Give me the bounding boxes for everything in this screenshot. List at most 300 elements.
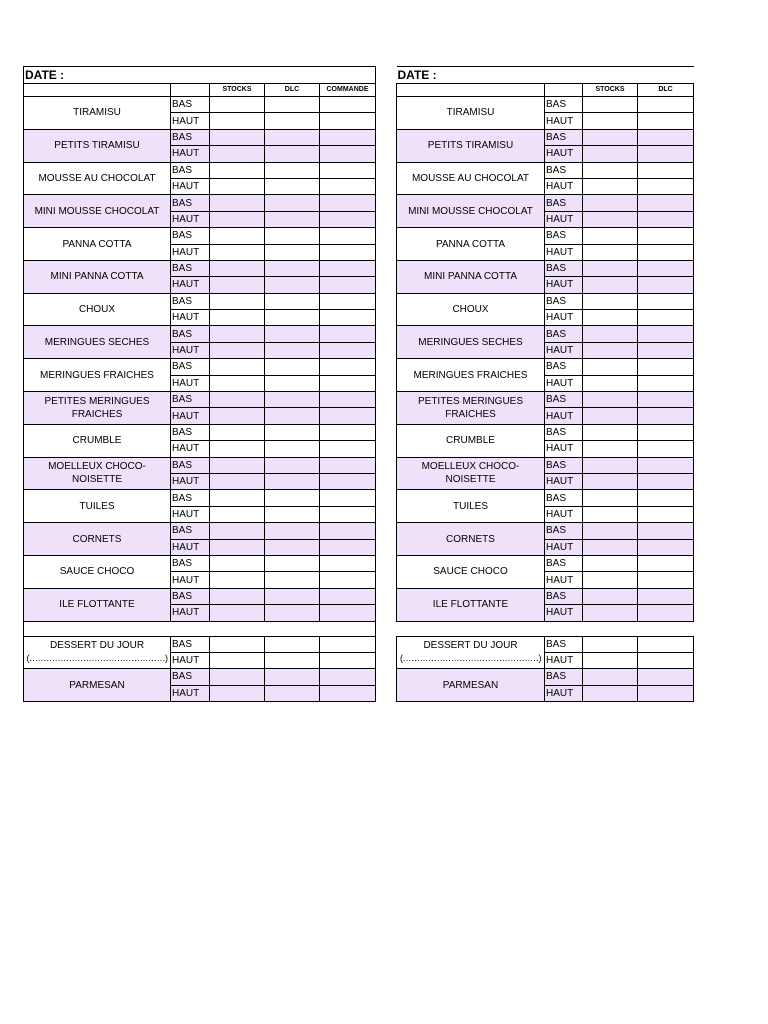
level-low-label: BAS <box>171 392 210 408</box>
entry-cell[interactable] <box>320 652 376 668</box>
entry-cell[interactable] <box>320 636 376 652</box>
entry-cell[interactable] <box>583 113 638 129</box>
product-name-cell <box>397 228 545 261</box>
entry-cell[interactable] <box>638 572 694 588</box>
product-name-cell <box>24 424 171 457</box>
product-note: (…………………………………………) <box>400 653 541 664</box>
entry-cell[interactable] <box>638 342 694 358</box>
entry-cell[interactable] <box>638 211 694 227</box>
level-low-label: BAS <box>545 97 583 113</box>
level-high-label: HAUT <box>545 685 583 701</box>
product-name: MERINGUES FRAICHES <box>40 369 154 381</box>
entry-cell[interactable] <box>320 473 376 489</box>
product-name: PETITES MERINGUES FRAICHES <box>417 395 523 420</box>
level-high-label: HAUT <box>545 211 583 227</box>
level-low-label: BAS <box>545 195 583 211</box>
entry-cell[interactable] <box>583 293 638 309</box>
entry-cell[interactable] <box>265 359 320 375</box>
entry-cell[interactable] <box>638 326 694 342</box>
entry-cell[interactable] <box>638 652 694 668</box>
level-high-label: HAUT <box>171 211 210 227</box>
product-row-low <box>24 228 376 244</box>
entry-cell[interactable] <box>265 408 320 424</box>
product-name: CORNETS <box>446 533 495 545</box>
product-name: PARMESAN <box>442 679 499 691</box>
entry-cell[interactable] <box>265 572 320 588</box>
entry-cell[interactable] <box>265 473 320 489</box>
entry-cell[interactable] <box>320 523 376 539</box>
level-high-label: HAUT <box>545 408 583 424</box>
entry-cell[interactable] <box>210 162 265 178</box>
entry-cell[interactable] <box>320 211 376 227</box>
entry-cell[interactable] <box>210 113 265 129</box>
product-note: (…………………………………………) <box>26 653 168 664</box>
entry-cell[interactable] <box>320 326 376 342</box>
entry-cell[interactable] <box>583 669 638 685</box>
entry-cell[interactable] <box>265 228 320 244</box>
level-high-label: HAUT <box>545 652 583 668</box>
product-name: PANNA COTTA <box>435 238 506 250</box>
entry-cell[interactable] <box>210 228 265 244</box>
level-high-label: HAUT <box>171 685 210 701</box>
product-name-cell <box>397 588 545 621</box>
entry-cell[interactable] <box>265 424 320 440</box>
entry-cell[interactable] <box>320 277 376 293</box>
entry-cell[interactable] <box>638 195 694 211</box>
entry-cell[interactable] <box>638 310 694 326</box>
entry-cell[interactable] <box>265 342 320 358</box>
product-row-low <box>397 636 694 652</box>
entry-cell[interactable] <box>583 162 638 178</box>
entry-cell[interactable] <box>638 228 694 244</box>
entry-cell[interactable] <box>320 539 376 555</box>
entry-cell[interactable] <box>265 260 320 276</box>
entry-cell[interactable] <box>583 392 638 408</box>
level-high-label: HAUT <box>545 310 583 326</box>
product-name: DESSERT DU JOUR <box>423 640 518 652</box>
entry-cell[interactable] <box>583 441 638 457</box>
entry-cell[interactable] <box>210 523 265 539</box>
product-row-low <box>24 523 376 539</box>
entry-cell[interactable] <box>320 392 376 408</box>
entry-cell[interactable] <box>320 685 376 701</box>
entry-cell[interactable] <box>320 97 376 113</box>
product-name-cell <box>397 293 545 326</box>
entry-cell[interactable] <box>638 408 694 424</box>
level-low-label: BAS <box>171 636 210 652</box>
entry-cell[interactable] <box>638 424 694 440</box>
entry-cell[interactable] <box>320 572 376 588</box>
level-high-label: HAUT <box>545 277 583 293</box>
entry-cell[interactable] <box>210 424 265 440</box>
entry-cell[interactable] <box>583 652 638 668</box>
entry-cell[interactable] <box>320 490 376 506</box>
entry-cell[interactable] <box>583 636 638 652</box>
entry-cell[interactable] <box>265 195 320 211</box>
entry-cell[interactable] <box>638 146 694 162</box>
entry-cell[interactable] <box>638 375 694 391</box>
product-name-cell <box>397 129 545 162</box>
date-row <box>397 67 694 84</box>
entry-cell[interactable] <box>320 113 376 129</box>
entry-cell[interactable] <box>583 178 638 194</box>
level-high-label: HAUT <box>171 277 210 293</box>
entry-cell[interactable] <box>320 146 376 162</box>
entry-cell[interactable] <box>320 669 376 685</box>
level-low-label: BAS <box>171 326 210 342</box>
product-name: PARMESAN <box>69 679 125 691</box>
level-high-label: HAUT <box>545 506 583 522</box>
entry-cell[interactable] <box>210 588 265 604</box>
entry-cell[interactable] <box>638 260 694 276</box>
entry-cell[interactable] <box>583 490 638 506</box>
product-row-low <box>397 588 694 604</box>
entry-cell[interactable] <box>320 178 376 194</box>
entry-cell[interactable] <box>583 424 638 440</box>
entry-cell[interactable] <box>583 146 638 162</box>
product-name-cell <box>24 228 171 261</box>
entry-cell[interactable] <box>265 539 320 555</box>
product-name: PANNA COTTA <box>62 238 132 250</box>
product-name-cell <box>24 326 171 359</box>
product-row-low <box>24 129 376 145</box>
entry-cell[interactable] <box>320 260 376 276</box>
product-name-cell <box>24 129 171 162</box>
entry-cell[interactable] <box>638 293 694 309</box>
entry-cell[interactable] <box>265 113 320 129</box>
entry-cell[interactable] <box>210 277 265 293</box>
product-name-cell <box>397 490 545 523</box>
product-name: MINI PANNA COTTA <box>50 271 144 283</box>
entry-cell[interactable] <box>638 392 694 408</box>
entry-cell[interactable] <box>638 685 694 701</box>
level-low-label: BAS <box>171 457 210 473</box>
product-name-cell <box>24 162 171 195</box>
entry-cell[interactable] <box>583 211 638 227</box>
entry-cell[interactable] <box>583 555 638 571</box>
entry-cell[interactable] <box>583 359 638 375</box>
product-row-low <box>24 260 376 276</box>
entry-cell[interactable] <box>210 211 265 227</box>
entry-cell[interactable] <box>210 97 265 113</box>
product-row-low <box>24 669 376 685</box>
product-row-low <box>24 636 376 652</box>
entry-cell[interactable] <box>265 178 320 194</box>
entry-cell[interactable] <box>638 506 694 522</box>
product-row-low <box>397 424 694 440</box>
entry-cell[interactable] <box>210 342 265 358</box>
product-row-low <box>24 326 376 342</box>
entry-cell[interactable] <box>583 605 638 621</box>
entry-cell[interactable] <box>210 146 265 162</box>
product-name: MINI MOUSSE CHOCOLAT <box>34 205 160 217</box>
entry-cell[interactable] <box>265 211 320 227</box>
product-row-low <box>397 490 694 506</box>
level-high-label: HAUT <box>545 113 583 129</box>
entry-cell[interactable] <box>265 457 320 473</box>
entry-cell[interactable] <box>210 359 265 375</box>
entry-cell[interactable] <box>638 539 694 555</box>
product-name-cell <box>24 669 171 702</box>
entry-cell[interactable] <box>583 572 638 588</box>
product-name-cell <box>24 293 171 326</box>
level-low-label: BAS <box>171 162 210 178</box>
entry-cell[interactable] <box>638 523 694 539</box>
entry-cell[interactable] <box>265 669 320 685</box>
level-high-label: HAUT <box>171 605 210 621</box>
entry-cell[interactable] <box>638 162 694 178</box>
entry-cell[interactable] <box>265 523 320 539</box>
level-high-label: HAUT <box>545 605 583 621</box>
entry-cell[interactable] <box>638 113 694 129</box>
entry-cell[interactable] <box>320 408 376 424</box>
level-low-label: BAS <box>545 162 583 178</box>
product-row-low <box>397 392 694 408</box>
entry-cell[interactable] <box>583 685 638 701</box>
entry-cell[interactable] <box>638 244 694 260</box>
entry-cell[interactable] <box>638 97 694 113</box>
product-name: MOUSSE AU CHOCOLAT <box>411 172 530 184</box>
entry-cell[interactable] <box>210 408 265 424</box>
entry-cell[interactable] <box>265 555 320 571</box>
entry-cell[interactable] <box>210 244 265 260</box>
level-low-label: BAS <box>171 490 210 506</box>
entry-cell[interactable] <box>320 162 376 178</box>
entry-cell[interactable] <box>265 162 320 178</box>
entry-cell[interactable] <box>638 457 694 473</box>
entry-cell[interactable] <box>210 392 265 408</box>
date-label: DATE : <box>24 67 376 84</box>
entry-cell[interactable] <box>265 310 320 326</box>
product-row-low <box>24 97 376 113</box>
product-name: MINI MOUSSE CHOCOLAT <box>408 205 533 217</box>
level-low-label: BAS <box>545 523 583 539</box>
entry-cell[interactable] <box>583 375 638 391</box>
entry-cell[interactable] <box>583 506 638 522</box>
column-header: COMMANDE <box>320 84 376 97</box>
level-low-label: BAS <box>171 669 210 685</box>
entry-cell[interactable] <box>210 326 265 342</box>
entry-cell[interactable] <box>210 490 265 506</box>
entry-cell[interactable] <box>265 97 320 113</box>
entry-cell[interactable] <box>210 572 265 588</box>
entry-cell[interactable] <box>320 293 376 309</box>
entry-cell[interactable] <box>265 506 320 522</box>
entry-cell[interactable] <box>638 636 694 652</box>
product-name: MOELLEUX CHOCO-NOISETTE <box>421 461 520 486</box>
entry-cell[interactable] <box>638 555 694 571</box>
level-low-label: BAS <box>171 523 210 539</box>
level-low-label: BAS <box>545 490 583 506</box>
entry-cell[interactable] <box>320 129 376 145</box>
entry-cell[interactable] <box>265 244 320 260</box>
entry-cell[interactable] <box>210 685 265 701</box>
level-high-label: HAUT <box>545 178 583 194</box>
product-name: SAUCE CHOCO <box>433 566 508 578</box>
entry-cell[interactable] <box>265 685 320 701</box>
level-high-label: HAUT <box>171 506 210 522</box>
entry-cell[interactable] <box>210 260 265 276</box>
entry-cell[interactable] <box>638 605 694 621</box>
entry-cell[interactable] <box>265 605 320 621</box>
product-name-cell <box>397 162 545 195</box>
product-row-low <box>24 392 376 408</box>
entry-cell[interactable] <box>265 146 320 162</box>
entry-cell[interactable] <box>583 326 638 342</box>
entry-cell[interactable] <box>265 490 320 506</box>
level-low-label: BAS <box>545 424 583 440</box>
product-name-cell <box>24 555 171 588</box>
entry-cell[interactable] <box>638 277 694 293</box>
entry-cell[interactable] <box>583 195 638 211</box>
product-name: CHOUX <box>78 304 116 316</box>
entry-cell[interactable] <box>210 310 265 326</box>
entry-cell[interactable] <box>320 605 376 621</box>
entry-cell[interactable] <box>583 260 638 276</box>
entry-cell[interactable] <box>583 129 638 145</box>
entry-cell[interactable] <box>583 523 638 539</box>
level-low-label: BAS <box>545 588 583 604</box>
product-name: TIRAMISU <box>73 107 121 119</box>
entry-cell[interactable] <box>583 228 638 244</box>
entry-cell[interactable] <box>265 441 320 457</box>
product-name-cell <box>397 195 545 228</box>
level-low-label: BAS <box>545 293 583 309</box>
column-header-row <box>24 84 376 97</box>
entry-cell[interactable] <box>265 652 320 668</box>
product-row-low <box>397 162 694 178</box>
product-name: DESSERT DU JOUR <box>49 640 145 652</box>
entry-cell[interactable] <box>320 506 376 522</box>
product-name-cell <box>397 636 545 669</box>
entry-cell[interactable] <box>210 375 265 391</box>
level-low-label: BAS <box>545 260 583 276</box>
stock-table-left <box>23 66 376 702</box>
level-high-label: HAUT <box>171 539 210 555</box>
entry-cell[interactable] <box>210 293 265 309</box>
product-name-cell <box>24 392 171 425</box>
entry-cell[interactable] <box>583 473 638 489</box>
entry-cell[interactable] <box>583 588 638 604</box>
level-low-label: BAS <box>545 129 583 145</box>
header-level-blank <box>545 84 583 97</box>
product-row-low <box>397 293 694 309</box>
entry-cell[interactable] <box>583 97 638 113</box>
product-name: CORNETS <box>72 533 122 545</box>
level-high-label: HAUT <box>545 244 583 260</box>
product-row-low <box>397 555 694 571</box>
entry-cell[interactable] <box>210 506 265 522</box>
entry-cell[interactable] <box>320 244 376 260</box>
product-name-cell <box>397 392 545 425</box>
entry-cell[interactable] <box>320 310 376 326</box>
product-name-cell <box>397 97 545 130</box>
entry-cell[interactable] <box>320 342 376 358</box>
product-name-cell <box>397 669 545 702</box>
date-label: DATE : <box>397 67 694 84</box>
level-high-label: HAUT <box>545 473 583 489</box>
product-name-cell <box>24 457 171 490</box>
entry-cell[interactable] <box>265 392 320 408</box>
entry-cell[interactable] <box>265 375 320 391</box>
entry-cell[interactable] <box>320 457 376 473</box>
product-row-low <box>24 195 376 211</box>
entry-cell[interactable] <box>320 195 376 211</box>
entry-cell[interactable] <box>583 277 638 293</box>
entry-cell[interactable] <box>265 636 320 652</box>
entry-cell[interactable] <box>210 473 265 489</box>
entry-cell[interactable] <box>638 490 694 506</box>
entry-cell[interactable] <box>583 310 638 326</box>
entry-cell[interactable] <box>210 195 265 211</box>
entry-cell[interactable] <box>210 539 265 555</box>
entry-cell[interactable] <box>210 178 265 194</box>
product-row-low <box>397 359 694 375</box>
entry-cell[interactable] <box>320 555 376 571</box>
product-row-low <box>24 162 376 178</box>
product-row-low <box>24 490 376 506</box>
entry-cell[interactable] <box>210 669 265 685</box>
entry-cell[interactable] <box>210 652 265 668</box>
product-row-low <box>397 195 694 211</box>
entry-cell[interactable] <box>320 424 376 440</box>
entry-cell[interactable] <box>210 605 265 621</box>
entry-cell[interactable] <box>210 457 265 473</box>
entry-cell[interactable] <box>210 555 265 571</box>
product-name-cell <box>24 490 171 523</box>
entry-cell[interactable] <box>265 277 320 293</box>
column-header: DLC <box>265 84 320 97</box>
entry-cell[interactable] <box>638 441 694 457</box>
entry-cell[interactable] <box>210 636 265 652</box>
product-name: ILE FLOTTANTE <box>59 599 135 611</box>
product-row-low <box>24 424 376 440</box>
entry-cell[interactable] <box>583 244 638 260</box>
level-high-label: HAUT <box>545 375 583 391</box>
entry-cell[interactable] <box>210 441 265 457</box>
product-name: MERINGUES FRAICHES <box>413 369 528 381</box>
entry-cell[interactable] <box>265 588 320 604</box>
entry-cell[interactable] <box>320 228 376 244</box>
product-name-cell <box>397 359 545 392</box>
entry-cell[interactable] <box>638 129 694 145</box>
entry-cell[interactable] <box>320 588 376 604</box>
entry-cell[interactable] <box>638 669 694 685</box>
entry-cell[interactable] <box>583 408 638 424</box>
entry-cell[interactable] <box>265 326 320 342</box>
column-header: STOCKS <box>210 84 265 97</box>
entry-cell[interactable] <box>265 293 320 309</box>
entry-cell[interactable] <box>638 178 694 194</box>
entry-cell[interactable] <box>638 359 694 375</box>
entry-cell[interactable] <box>320 441 376 457</box>
level-low-label: BAS <box>171 424 210 440</box>
product-name: CRUMBLE <box>446 435 495 447</box>
product-name-cell <box>397 457 545 490</box>
entry-cell[interactable] <box>638 588 694 604</box>
entry-cell[interactable] <box>638 473 694 489</box>
entry-cell[interactable] <box>583 457 638 473</box>
entry-cell[interactable] <box>583 342 638 358</box>
level-high-label: HAUT <box>171 310 210 326</box>
entry-cell[interactable] <box>320 375 376 391</box>
product-name: ILE FLOTTANTE <box>432 599 509 611</box>
entry-cell[interactable] <box>265 129 320 145</box>
entry-cell[interactable] <box>210 129 265 145</box>
entry-cell[interactable] <box>320 359 376 375</box>
entry-cell[interactable] <box>583 539 638 555</box>
level-high-label: HAUT <box>171 375 210 391</box>
